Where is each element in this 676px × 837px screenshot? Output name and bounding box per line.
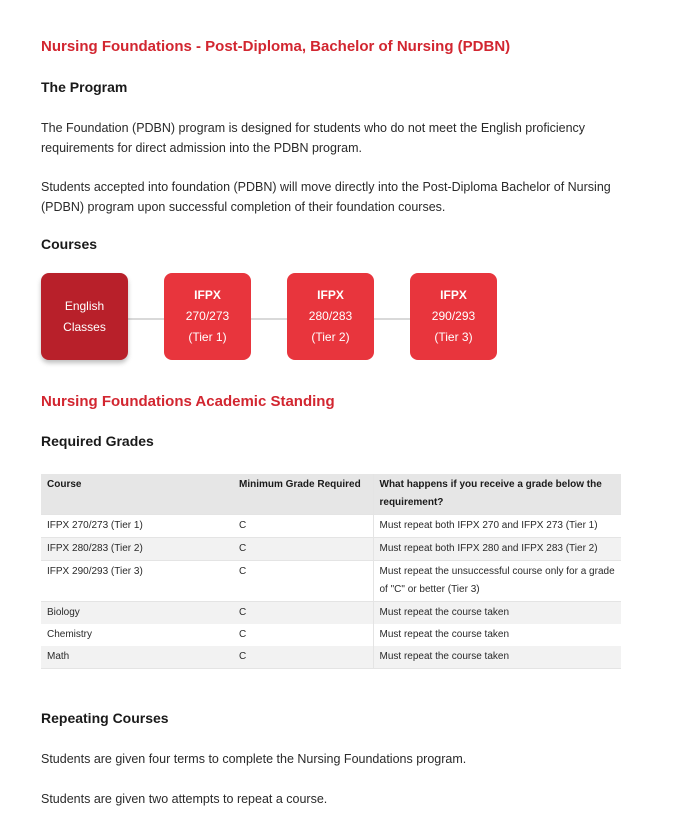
- table-header-row: [41, 474, 621, 515]
- cell-consequence: Must repeat both IFPX 280 and IFPX 283 (Tier 2): [373, 538, 621, 561]
- course-code: IFPX: [317, 288, 344, 302]
- program-heading: The Program: [41, 79, 128, 95]
- repeating-paragraph-1: Students are given four terms to complete the Nursing Foundations program.: [41, 752, 467, 766]
- cell-grade: C: [233, 646, 373, 669]
- cell-grade: C: [233, 624, 373, 646]
- header-consequence: What happens if you receive a grade below the requirement?: [373, 474, 621, 515]
- academic-standing-title: Nursing Foundations Academic Standing: [41, 393, 335, 410]
- table-row: [41, 561, 621, 602]
- course-ifpx-tier2: [287, 273, 374, 360]
- page-title: Nursing Foundations - Post-Diploma, Bachelor of Nursing (PDBN): [41, 38, 511, 55]
- course-connector-line: [84, 318, 454, 320]
- course-ifpx-tier1: [164, 273, 251, 360]
- cell-grade: C: [233, 538, 373, 561]
- cell-course: Biology: [41, 602, 233, 625]
- cell-consequence: Must repeat the course taken: [373, 624, 621, 646]
- repeating-courses-heading: Repeating Courses: [41, 710, 169, 726]
- cell-course: Math: [41, 646, 233, 669]
- header-minimum-grade: Minimum Grade Required: [239, 479, 361, 490]
- course-number: 280/283: [308, 309, 353, 323]
- program-paragraph-1: The Foundation (PDBN) program is designed for students who do not meet the English proficiency requirements for direct admission into the PDBN program.: [41, 121, 586, 155]
- course-line2: Classes: [63, 319, 106, 334]
- course-code: IFPX: [440, 288, 467, 302]
- cell-course: Chemistry: [41, 624, 233, 646]
- cell-course: IFPX 280/283 (Tier 2): [41, 538, 233, 561]
- course-number: 270/273: [185, 309, 230, 323]
- program-paragraph-2: Students accepted into foundation (PDBN) will move directly into the Post-Diploma Bachelor of Nursing (PDBN) program upon successful completion of their foundation courses.: [41, 180, 611, 214]
- course-code: IFPX: [194, 288, 221, 302]
- course-number: 290/293: [431, 309, 476, 323]
- course-tier: (Tier 2): [311, 330, 350, 344]
- cell-consequence: Must repeat the unsuccessful course only for a grade of "C" or better (Tier 3): [373, 561, 621, 602]
- cell-consequence: Must repeat the course taken: [373, 602, 621, 625]
- repeating-paragraph-2: Students are given two attempts to repeat a course.: [41, 792, 328, 806]
- course-english-classes: [41, 273, 128, 360]
- required-grades-heading: Required Grades: [41, 433, 154, 449]
- course-tier: (Tier 3): [434, 330, 473, 344]
- cell-grade: C: [233, 602, 373, 625]
- cell-grade: C: [233, 561, 373, 602]
- table-row: [41, 602, 621, 625]
- required-grades-table: [41, 474, 621, 669]
- table-row: [41, 624, 621, 646]
- header-course: Course: [47, 479, 82, 490]
- table-row: [41, 538, 621, 561]
- cell-course: IFPX 290/293 (Tier 3): [41, 561, 233, 602]
- table-row: [41, 515, 621, 538]
- course-tier: (Tier 1): [188, 330, 227, 344]
- table-row: [41, 646, 621, 669]
- cell-consequence: Must repeat the course taken: [373, 646, 621, 669]
- cell-grade: C: [233, 515, 373, 538]
- course-line1: English: [64, 298, 105, 313]
- courses-heading: Courses: [41, 236, 98, 252]
- course-ifpx-tier3: [410, 273, 497, 360]
- cell-course: IFPX 270/273 (Tier 1): [41, 515, 233, 538]
- cell-consequence: Must repeat both IFPX 270 and IFPX 273 (Tier 1): [373, 515, 621, 538]
